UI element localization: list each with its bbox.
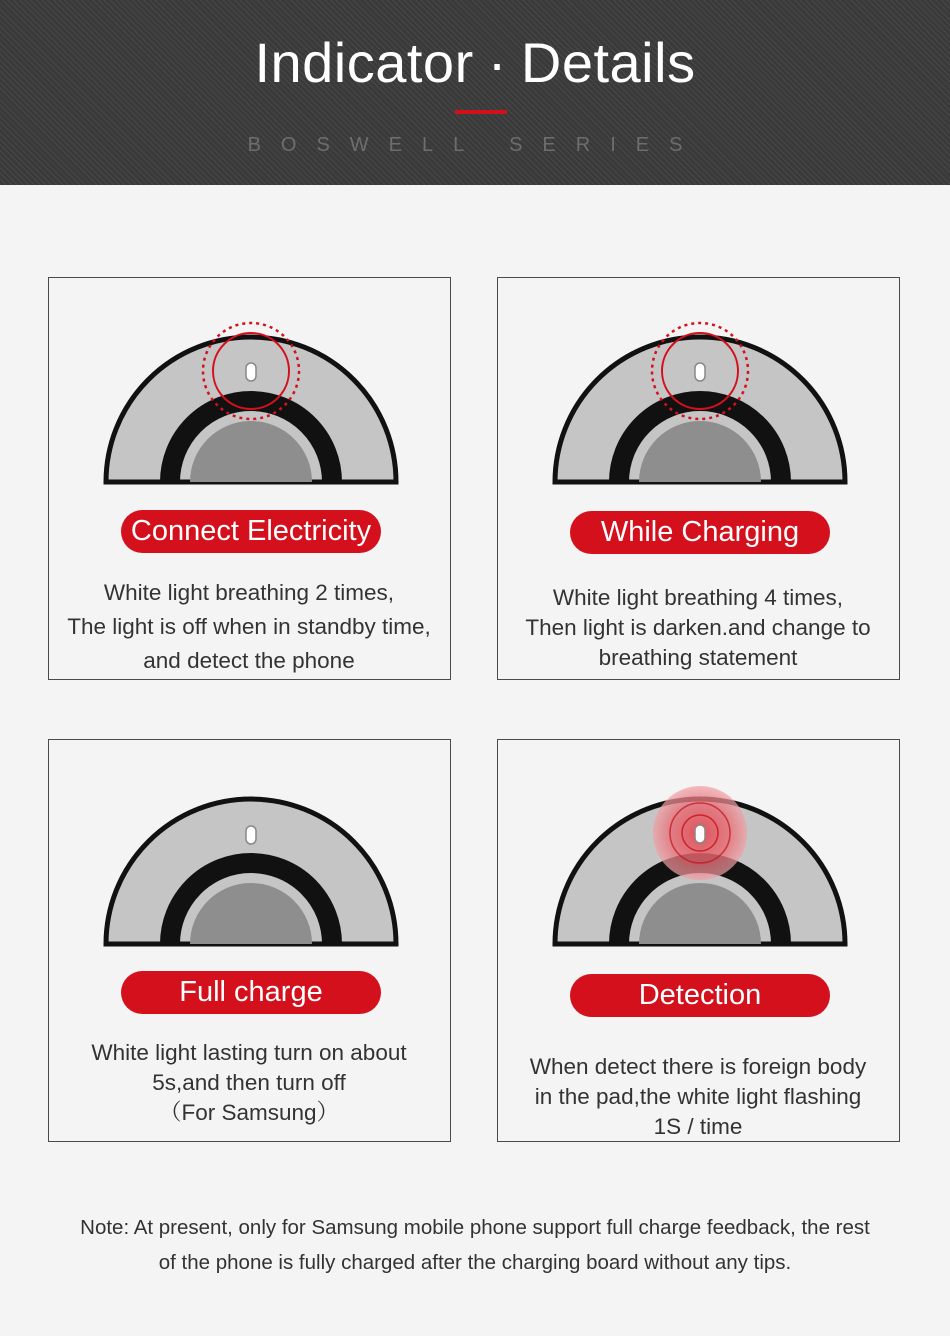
status-label: Detection [570,974,830,1017]
led-light-icon [246,363,256,381]
footnote [0,1210,950,1280]
desc-line: White light breathing 4 times, [552,585,844,610]
desc-line: 1S / time [653,1114,743,1139]
title-dot: · [487,31,507,94]
title-right: Details [520,31,696,94]
header-banner [0,0,950,185]
title-left: Indicator [254,31,474,94]
desc-line: and detect the phone [143,648,355,673]
charger-pad-illustration [498,740,898,950]
footnote-line: of the phone is fully charged after the charging board without any tips. [158,1251,792,1274]
status-label: Full charge [121,971,381,1014]
title-underline [455,110,507,114]
footnote-line: Note: At present, only for Samsung mobile phone support full charge feedback, the rest [80,1216,870,1239]
desc-line: in the pad,the white light flashing [534,1084,862,1109]
status-label: While Charging [570,511,830,554]
status-description [498,1052,898,1142]
led-light-icon [695,363,705,381]
desc-line: White light lasting turn on about [91,1040,407,1065]
status-description [49,576,449,678]
series-subtitle: BOSWELL SERIES [247,134,703,156]
desc-line: White light breathing 2 times, [103,580,395,605]
charger-pad-illustration [498,278,898,488]
desc-line: 5s,and then turn off [152,1070,346,1095]
charger-pad-illustration [49,740,449,950]
charger-pad-illustration [49,278,449,488]
card-full-charge [48,739,451,1142]
card-detection [497,739,900,1142]
desc-line: （For Samsung） [158,1100,340,1125]
page-title [0,30,950,95]
card-while-charging [497,277,900,680]
card-connect-electricity [48,277,451,680]
status-description [498,583,898,673]
status-label: Connect Electricity [121,510,381,553]
led-light-icon [695,825,705,843]
status-description [49,1038,449,1128]
desc-line: breathing statement [598,645,798,670]
desc-line: The light is off when in standby time, [67,614,431,639]
desc-line: When detect there is foreign body [529,1054,867,1079]
led-light-icon [246,826,256,844]
desc-line: Then light is darken.and change to [525,615,871,640]
